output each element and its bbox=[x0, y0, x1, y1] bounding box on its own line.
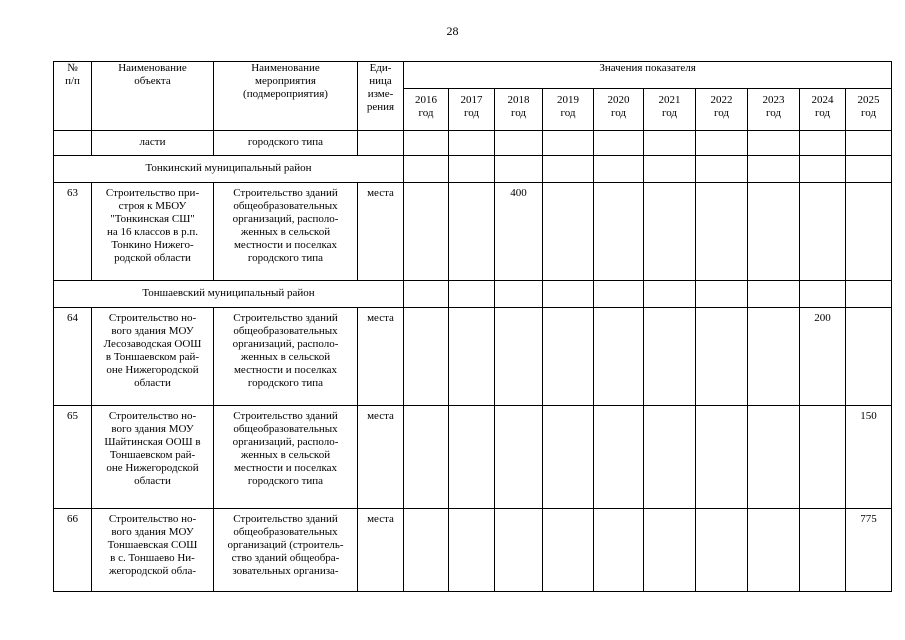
value-cell bbox=[404, 406, 449, 509]
value-cell bbox=[594, 183, 644, 281]
row-number: 64 bbox=[54, 308, 92, 406]
table-cell bbox=[594, 156, 644, 183]
table-cell bbox=[644, 131, 696, 156]
table-cell bbox=[800, 281, 846, 308]
header-num: № п/п bbox=[54, 62, 92, 131]
value-cell bbox=[543, 308, 594, 406]
row-number: 66 bbox=[54, 509, 92, 592]
table-row bbox=[54, 183, 892, 281]
value-cell bbox=[696, 406, 748, 509]
header-year: 2020 год bbox=[594, 89, 644, 131]
event-name: Строительство зданий общеобразовательных организаций, располо- женных в сельской местности и поселках городского типа bbox=[214, 406, 358, 509]
header-row-top bbox=[54, 62, 892, 89]
value-cell bbox=[846, 308, 892, 406]
table-cell bbox=[846, 131, 892, 156]
value-cell bbox=[449, 509, 495, 592]
table-row bbox=[54, 308, 892, 406]
table-cell bbox=[696, 281, 748, 308]
header-year: 2023 год bbox=[748, 89, 800, 131]
event-name: Строительство зданий общеобразовательных организаций (строитель- ство зданий общеобра- зовательных организа- bbox=[214, 509, 358, 592]
table-cell bbox=[846, 281, 892, 308]
header-year: 2022 год bbox=[696, 89, 748, 131]
value-cell bbox=[594, 308, 644, 406]
value-cell bbox=[644, 509, 696, 592]
value-cell bbox=[696, 183, 748, 281]
header-unit: Еди- ница изме- рения bbox=[358, 62, 404, 131]
page-number: 28 bbox=[446, 24, 459, 38]
value-cell: 150 bbox=[846, 406, 892, 509]
object-name: Строительство при- строя к МБОУ "Тонкинская СШ" на 16 классов в р.п. Тонкино Нижего- родской области bbox=[92, 183, 214, 281]
value-cell bbox=[404, 308, 449, 406]
table-cell bbox=[846, 156, 892, 183]
value-cell bbox=[543, 183, 594, 281]
value-cell bbox=[449, 183, 495, 281]
event-name: Строительство зданий общеобразовательных организаций, располо- женных в сельской местности и поселках городского типа bbox=[214, 183, 358, 281]
value-cell bbox=[404, 183, 449, 281]
indicator-table bbox=[53, 61, 892, 592]
table-cell bbox=[404, 156, 449, 183]
table-cell: городского типа bbox=[214, 131, 358, 156]
value-cell bbox=[696, 509, 748, 592]
row-number: 65 bbox=[54, 406, 92, 509]
table-cell bbox=[748, 131, 800, 156]
table-cell bbox=[495, 281, 543, 308]
table-cell bbox=[748, 281, 800, 308]
value-cell bbox=[748, 183, 800, 281]
table-row bbox=[54, 406, 892, 509]
row-number: 63 bbox=[54, 183, 92, 281]
region-name: Тонкинский муниципальный район bbox=[54, 156, 404, 183]
table-cell bbox=[495, 131, 543, 156]
value-cell bbox=[696, 308, 748, 406]
value-cell bbox=[404, 509, 449, 592]
value-cell bbox=[748, 308, 800, 406]
table-cell bbox=[594, 131, 644, 156]
value-cell bbox=[543, 406, 594, 509]
value-cell bbox=[594, 509, 644, 592]
table-cell bbox=[449, 156, 495, 183]
table-cell bbox=[404, 281, 449, 308]
value-cell bbox=[748, 406, 800, 509]
value-cell bbox=[748, 509, 800, 592]
value-cell bbox=[495, 509, 543, 592]
value-cell bbox=[800, 183, 846, 281]
table-cell bbox=[54, 131, 92, 156]
table-cell bbox=[800, 156, 846, 183]
unit: места bbox=[358, 183, 404, 281]
table-cell: ласти bbox=[92, 131, 214, 156]
header-object: Наименование объекта bbox=[92, 62, 214, 131]
value-cell: 200 bbox=[800, 308, 846, 406]
region-row bbox=[54, 281, 892, 308]
header-year: 2018 год bbox=[495, 89, 543, 131]
event-name: Строительство зданий общеобразовательных организаций, располо- женных в сельской местности и поселках городского типа bbox=[214, 308, 358, 406]
table-cell bbox=[543, 131, 594, 156]
value-cell bbox=[644, 308, 696, 406]
header-year: 2019 год bbox=[543, 89, 594, 131]
value-cell bbox=[495, 308, 543, 406]
unit: места bbox=[358, 509, 404, 592]
table-cell bbox=[644, 156, 696, 183]
value-cell: 400 bbox=[495, 183, 543, 281]
value-cell bbox=[644, 406, 696, 509]
value-cell bbox=[543, 509, 594, 592]
value-cell bbox=[846, 183, 892, 281]
header-year: 2021 год bbox=[644, 89, 696, 131]
table-cell bbox=[748, 156, 800, 183]
table-cell bbox=[594, 281, 644, 308]
header-year: 2017 год bbox=[449, 89, 495, 131]
continuation-row bbox=[54, 131, 892, 156]
table-cell bbox=[543, 156, 594, 183]
value-cell bbox=[449, 406, 495, 509]
table-cell bbox=[495, 156, 543, 183]
table-cell bbox=[449, 131, 495, 156]
table-cell bbox=[358, 131, 404, 156]
table-cell bbox=[543, 281, 594, 308]
value-cell bbox=[449, 308, 495, 406]
table-cell bbox=[800, 131, 846, 156]
header-year: 2016 год bbox=[404, 89, 449, 131]
region-row bbox=[54, 156, 892, 183]
object-name: Строительство но- вого здания МОУ Тоншаевская СОШ в с. Тоншаево Ни- жегородской обла- bbox=[92, 509, 214, 592]
object-name: Строительство но- вого здания МОУ Шайтинская ООШ в Тоншаевском рай- оне Нижегородской области bbox=[92, 406, 214, 509]
header-year: 2024 год bbox=[800, 89, 846, 131]
value-cell bbox=[800, 509, 846, 592]
value-cell bbox=[644, 183, 696, 281]
unit: места bbox=[358, 406, 404, 509]
table-cell bbox=[449, 281, 495, 308]
header-event: Наименование мероприятия (подмероприятия) bbox=[214, 62, 358, 131]
header-year: 2025 год bbox=[846, 89, 892, 131]
region-name: Тоншаевский муниципальный район bbox=[54, 281, 404, 308]
table-cell bbox=[696, 156, 748, 183]
value-cell: 775 bbox=[846, 509, 892, 592]
header-values-title: Значения показателя bbox=[404, 62, 892, 89]
value-cell bbox=[800, 406, 846, 509]
table-cell bbox=[644, 281, 696, 308]
table-cell bbox=[404, 131, 449, 156]
unit: места bbox=[358, 308, 404, 406]
object-name: Строительство но- вого здания МОУ Лесозаводская ООШ в Тоншаевском рай- оне Нижегородской области bbox=[92, 308, 214, 406]
table-cell bbox=[696, 131, 748, 156]
table-row bbox=[54, 509, 892, 592]
value-cell bbox=[495, 406, 543, 509]
value-cell bbox=[594, 406, 644, 509]
